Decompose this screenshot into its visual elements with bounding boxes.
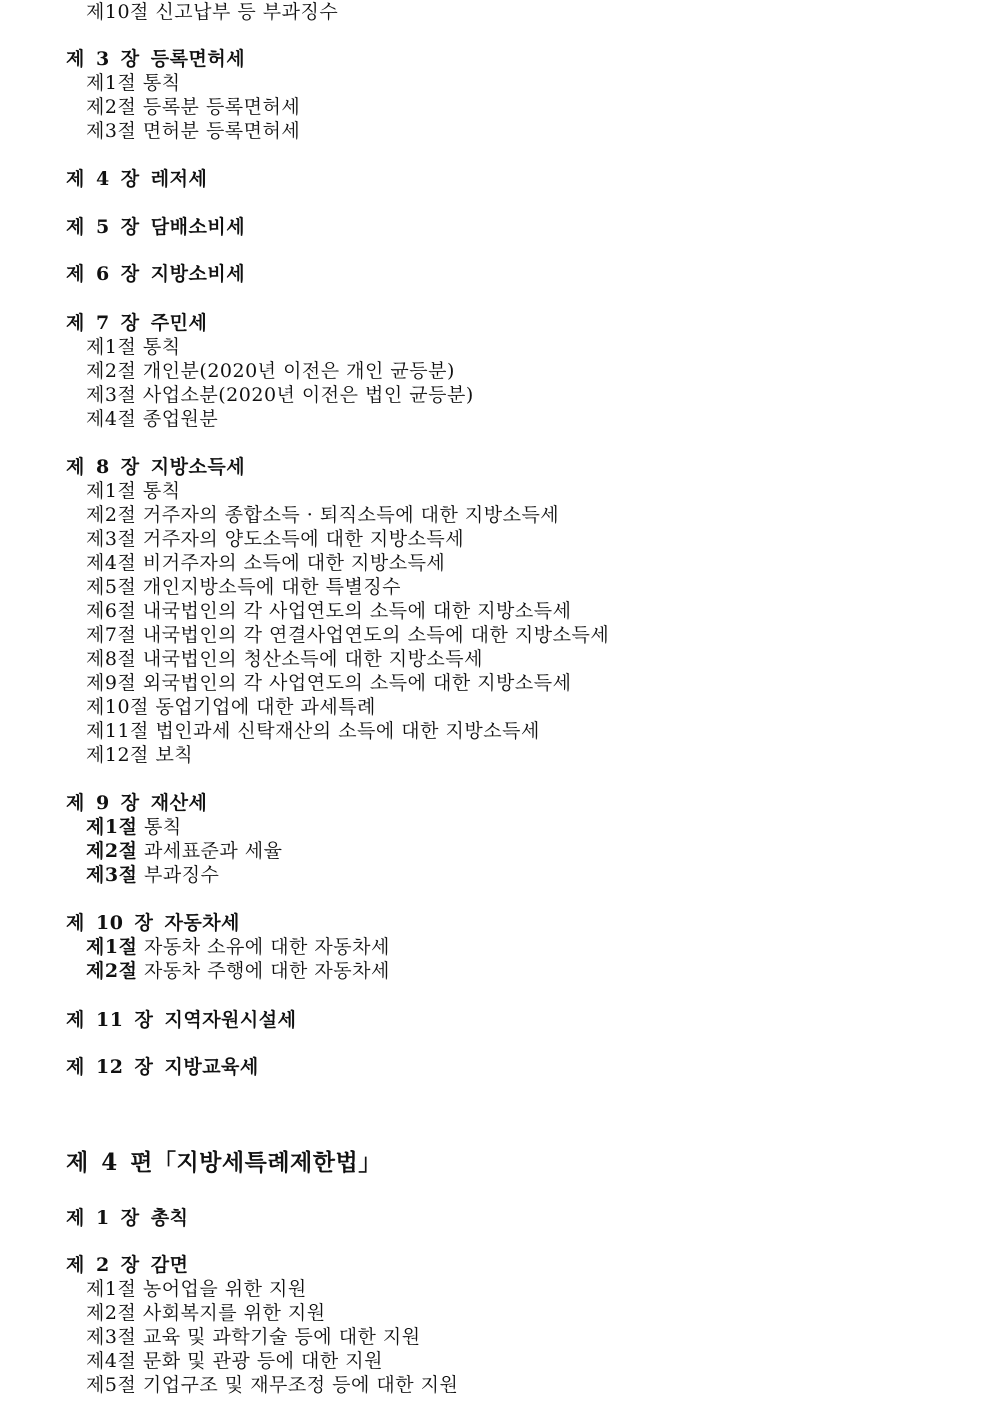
section-number: 제5절 (86, 1374, 137, 1396)
section-entry (86, 743, 193, 767)
chapter-heading: 제 7 장 주민세 (66, 312, 208, 334)
section-title: 부과징수 (143, 864, 220, 886)
chapter-heading: 제 10 장 자동차세 (66, 912, 240, 934)
section-title: 기업구조 및 재무조정 등에 대한 지원 (142, 1374, 459, 1396)
section-entry (86, 719, 540, 743)
chapter-heading: 제 9 장 재산세 (66, 792, 208, 814)
section-entry (86, 599, 571, 623)
chapter-heading: 제 8 장 지방소득세 (66, 456, 246, 478)
section-entry (86, 527, 464, 551)
section-title: 통칙 (142, 72, 181, 94)
section-number: 제4절 (86, 408, 137, 430)
section-number: 제3절 (86, 864, 138, 886)
section-number: 제3절 (86, 384, 137, 406)
section-number: 제2절 (86, 96, 137, 118)
section-title: 통칙 (142, 480, 181, 502)
section-title: 등록분 등록면허세 (142, 96, 301, 118)
section-entry (86, 839, 283, 863)
section-number: 제2절 (86, 1302, 137, 1324)
section-title: 과세표준과 세율 (143, 840, 283, 862)
section-entry (86, 1301, 326, 1325)
section-title: 교육 및 과학기술 등에 대한 지원 (142, 1326, 421, 1348)
section-entry (86, 863, 219, 887)
part-heading: 제 4 편「지방세특례제한법」 (66, 1149, 382, 1176)
chapter-heading: 제 4 장 레저세 (66, 168, 208, 190)
chapter-heading: 제 12 장 지방교육세 (66, 1056, 259, 1078)
section-entry (86, 671, 571, 695)
section-title: 외국법인의 각 사업연도의 소득에 대한 지방소득세 (142, 672, 572, 694)
section-title: 내국법인의 각 연결사업연도의 소득에 대한 지방소득세 (142, 624, 610, 646)
section-number: 제10절 (86, 1, 149, 23)
chapter-heading: 제 5 장 담배소비세 (66, 216, 246, 238)
chapter-heading: 제 1 장 총칙 (66, 1207, 189, 1229)
section-title: 자동차 주행에 대한 자동차세 (143, 960, 390, 982)
section-entry (86, 695, 376, 719)
section-entry (86, 1349, 383, 1373)
section-entry (86, 1277, 307, 1301)
section-number: 제3절 (86, 1326, 137, 1348)
section-title: 자동차 소유에 대한 자동차세 (143, 936, 390, 958)
chapter-heading: 제 3 장 등록면허세 (66, 48, 246, 70)
section-number: 제2절 (86, 360, 137, 382)
section-title: 면허분 등록면허세 (142, 120, 301, 142)
section-entry (86, 1373, 458, 1397)
section-title: 거주자의 종합소득 · 퇴직소득에 대한 지방소득세 (142, 504, 560, 526)
section-entry (86, 935, 390, 959)
section-number: 제1절 (86, 480, 137, 502)
section-entry (86, 0, 338, 24)
section-number: 제1절 (86, 72, 137, 94)
section-entry (86, 647, 483, 671)
section-title: 보칙 (155, 744, 194, 766)
section-number: 제5절 (86, 576, 137, 598)
section-number: 제8절 (86, 648, 137, 670)
section-entry (86, 383, 474, 407)
section-title: 법인과세 신탁재산의 소득에 대한 지방소득세 (155, 720, 540, 742)
section-number: 제4절 (86, 1350, 137, 1372)
section-title: 개인분(2020년 이전은 개인 균등분) (142, 360, 455, 382)
section-entry (86, 623, 609, 647)
section-number: 제6절 (86, 600, 137, 622)
section-entry (86, 815, 182, 839)
section-title: 내국법인의 각 사업연도의 소득에 대한 지방소득세 (142, 600, 572, 622)
section-title: 동업기업에 대한 과세특례 (155, 696, 376, 718)
section-title: 사회복지를 위한 지원 (142, 1302, 326, 1324)
section-title: 문화 및 관광 등에 대한 지원 (142, 1350, 383, 1372)
section-entry (86, 335, 181, 359)
section-number: 제2절 (86, 840, 138, 862)
section-number: 제1절 (86, 1278, 137, 1300)
section-title: 개인지방소득에 대한 특별징수 (142, 576, 402, 598)
section-number: 제1절 (86, 816, 138, 838)
section-entry (86, 119, 300, 143)
section-number: 제4절 (86, 552, 137, 574)
section-number: 제11절 (86, 720, 149, 742)
section-title: 사업소분(2020년 이전은 법인 균등분) (142, 384, 474, 406)
section-entry (86, 959, 390, 983)
section-title: 신고납부 등 부과징수 (155, 1, 339, 23)
section-title: 통칙 (143, 816, 182, 838)
section-number: 제3절 (86, 120, 137, 142)
section-title: 내국법인의 청산소득에 대한 지방소득세 (142, 648, 483, 670)
section-title: 종업원분 (142, 408, 219, 430)
section-title: 거주자의 양도소득에 대한 지방소득세 (142, 528, 465, 550)
section-entry (86, 551, 445, 575)
section-number: 제1절 (86, 936, 138, 958)
section-entry (86, 95, 300, 119)
section-number: 제2절 (86, 960, 138, 982)
section-title: 통칙 (142, 336, 181, 358)
section-number: 제10절 (86, 696, 149, 718)
section-entry (86, 575, 401, 599)
section-entry (86, 71, 181, 95)
section-number: 제7절 (86, 624, 137, 646)
section-number: 제9절 (86, 672, 137, 694)
chapter-heading: 제 6 장 지방소비세 (66, 263, 246, 285)
chapter-heading: 제 2 장 감면 (66, 1254, 189, 1276)
section-number: 제12절 (86, 744, 149, 766)
section-number: 제2절 (86, 504, 137, 526)
section-entry (86, 407, 218, 431)
section-number: 제1절 (86, 336, 137, 358)
section-entry (86, 503, 559, 527)
chapter-heading: 제 11 장 지역자원시설세 (66, 1009, 297, 1031)
section-number: 제3절 (86, 528, 137, 550)
section-entry (86, 359, 455, 383)
section-title: 농어업을 위한 지원 (142, 1278, 307, 1300)
section-entry (86, 479, 181, 503)
section-entry (86, 1325, 421, 1349)
section-title: 비거주자의 소득에 대한 지방소득세 (142, 552, 446, 574)
